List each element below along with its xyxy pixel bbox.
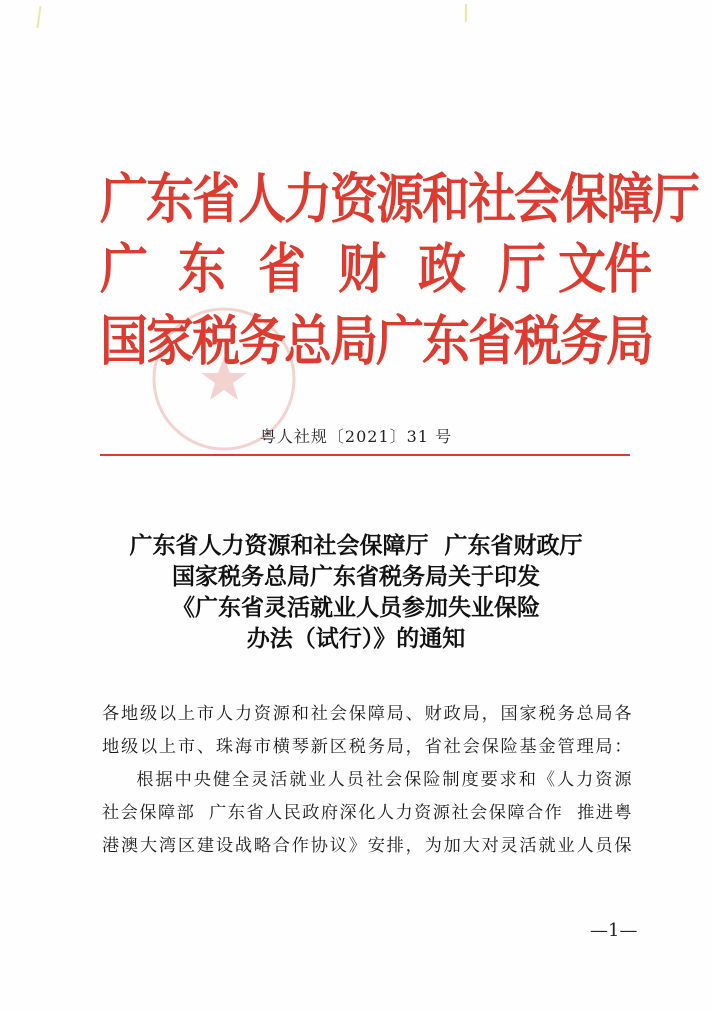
title-line: 办法（试行）》的通知 (246, 625, 466, 652)
red-divider (100, 454, 630, 456)
body-line: 港澳大湾区建设战略合作协议》安排，为加大对灵活就业人员保 (102, 836, 632, 856)
body-line: 社会保障部 广东省人民政府深化人力资源社会保障合作 推进粤 (102, 803, 632, 823)
document-number: 粤人社规〔2021〕31 号 (259, 427, 453, 446)
header-char: 政 (418, 238, 467, 301)
notice-body (102, 698, 632, 863)
header-char: 厅 (498, 238, 547, 301)
scan-mark (36, 6, 41, 28)
header-document-word: 文件 (558, 238, 651, 301)
body-line: 各地级以上市人力资源和社会保障局、财政局，国家税务总局各 (102, 704, 632, 724)
scan-mark (465, 4, 467, 22)
header-char: 财 (338, 238, 387, 301)
page-number: —1— (590, 920, 638, 941)
body-line: 根据中央健全灵活就业人员社会保险制度要求和《人力资源 (136, 770, 632, 790)
title-line: 《广东省灵活就业人员参加失业保险 (172, 594, 540, 621)
header-char: 东 (178, 238, 227, 301)
title-line: 国家税务总局广东省税务局关于印发 (172, 563, 540, 590)
body-line: 地级以上市、珠海市横琴新区税务局，省社会保险基金管理局： (102, 737, 632, 757)
header-char: 广 (100, 238, 149, 301)
header-char: 省 (258, 238, 307, 301)
body-paragraph (102, 764, 632, 863)
notice-title (0, 530, 712, 654)
header-line-1: 广东省人力资源和社会保障厅 (100, 168, 699, 231)
title-line: 广东省人力资源和社会保障厅 广东省财政厅 (129, 532, 583, 559)
addressee-paragraph (102, 698, 632, 764)
header-line-3: 国家税务总局广东省税务局 (100, 310, 653, 373)
